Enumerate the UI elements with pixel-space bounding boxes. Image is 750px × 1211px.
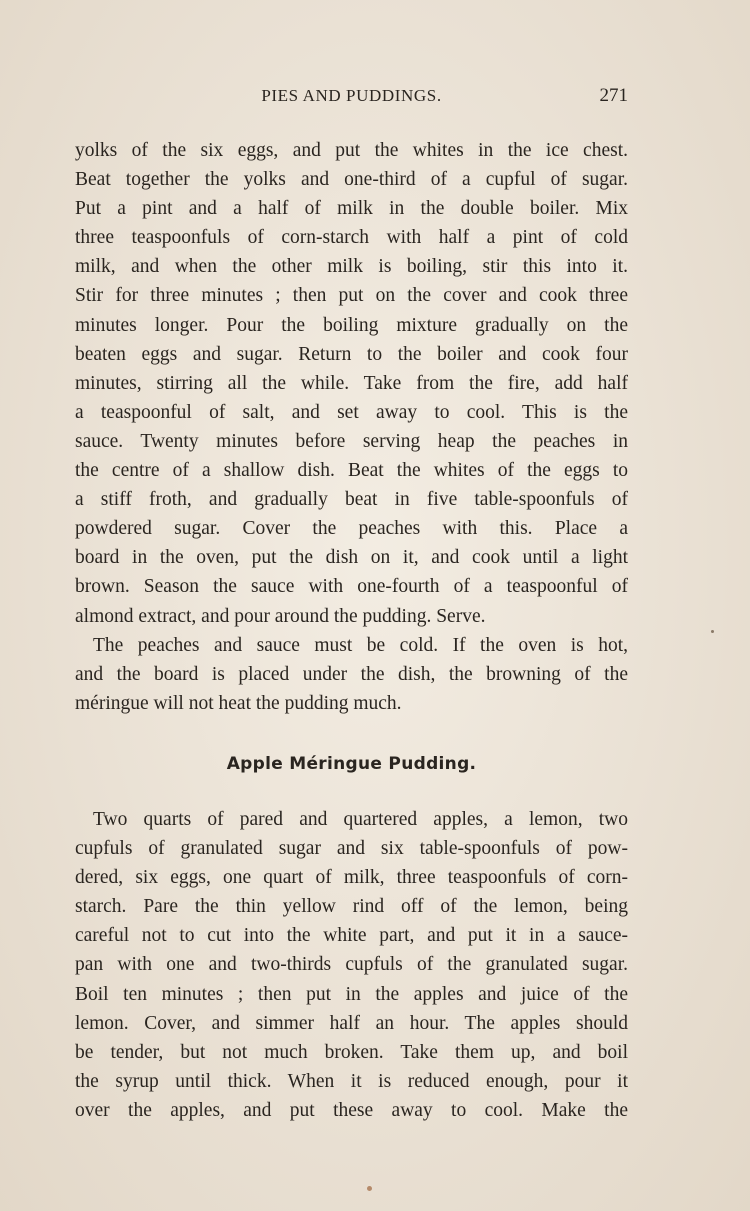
text-line: The peaches and sauce must be cold. If the oven is hot, xyxy=(93,635,628,656)
text-line: minutes longer. Pour the boiling mixture gradually on the xyxy=(75,314,628,336)
text-line: board in the oven, put the dish on it, and cook until a light xyxy=(75,547,628,569)
text-line: almond extract, and pour around the pudding. Serve. xyxy=(75,605,486,627)
text-line: Two quarts of pared and quartered apples, a lemon, two xyxy=(93,809,628,830)
text-line: the centre of a shallow dish. Beat the whites of the eggs to xyxy=(75,460,628,482)
paper-blemish xyxy=(367,1186,372,1191)
text-line: Stir for three minutes ; then put on the cover and cook three xyxy=(75,285,628,307)
text-line: méringue will not heat the pudding much. xyxy=(75,693,402,715)
text-line: lemon. Cover, and simmer half an hour. The apples should xyxy=(75,1012,628,1034)
text-line: a teaspoonful of salt, and set away to cool. This is the xyxy=(75,401,628,423)
text-line: pan with one and two-thirds cupfuls of the granulated sugar. xyxy=(75,954,628,976)
text-line: careful not to cut into the white part, and put it in a sauce- xyxy=(75,925,628,947)
text-line: sauce. Twenty minutes before serving heap the peaches in xyxy=(75,430,628,452)
text-line: starch. Pare the thin yellow rind off of the lemon, being xyxy=(75,896,628,918)
paper-speck xyxy=(711,630,714,633)
text-line: beaten eggs and sugar. Return to the boiler and cook four xyxy=(75,343,628,365)
text-line: yolks of the six eggs, and put the whites in the ice chest. xyxy=(75,140,628,161)
text-line: milk, and when the other milk is boiling, stir this into it. xyxy=(75,256,628,278)
paragraph-note xyxy=(75,631,628,718)
text-line: a stiff froth, and gradually beat in five table-spoonfuls of xyxy=(75,489,628,511)
section-heading: Apple Méringue Pudding. xyxy=(226,754,477,774)
text-line: over the apples, and put these away to cool. Make the xyxy=(75,1099,628,1121)
running-head xyxy=(75,84,628,112)
text-line: the syrup until thick. When it is reduced enough, pour it xyxy=(75,1070,628,1092)
paragraph-recipe xyxy=(75,805,628,1125)
text-line: minutes, stirring all the while. Take from the fire, add half xyxy=(75,372,628,394)
text-line: Boil ten minutes ; then put in the apples and juice of the xyxy=(75,983,628,1005)
text-line: three teaspoonfuls of corn-starch with half a pint of cold xyxy=(75,227,628,249)
text-line: dered, six eggs, one quart of milk, three teaspoonfuls of corn- xyxy=(75,867,628,889)
text-line: and the board is placed under the dish, the browning of the xyxy=(75,664,628,686)
text-line: brown. Season the sauce with one-fourth of a teaspoonful of xyxy=(75,576,628,598)
text-line: Beat together the yolks and one-third of a cupful of sugar. xyxy=(75,169,628,191)
text-line: Put a pint and a half of milk in the double boiler. Mix xyxy=(75,198,628,220)
paragraph-continued xyxy=(75,136,628,631)
text-line: be tender, but not much broken. Take them up, and boil xyxy=(75,1041,628,1063)
page-number: 271 xyxy=(599,85,628,106)
text-line: powdered sugar. Cover the peaches with this. Place a xyxy=(75,518,628,540)
running-head-title: PIES AND PUDDINGS. xyxy=(261,86,442,105)
text-line: cupfuls of granulated sugar and six table-spoonfuls of pow- xyxy=(75,838,628,860)
